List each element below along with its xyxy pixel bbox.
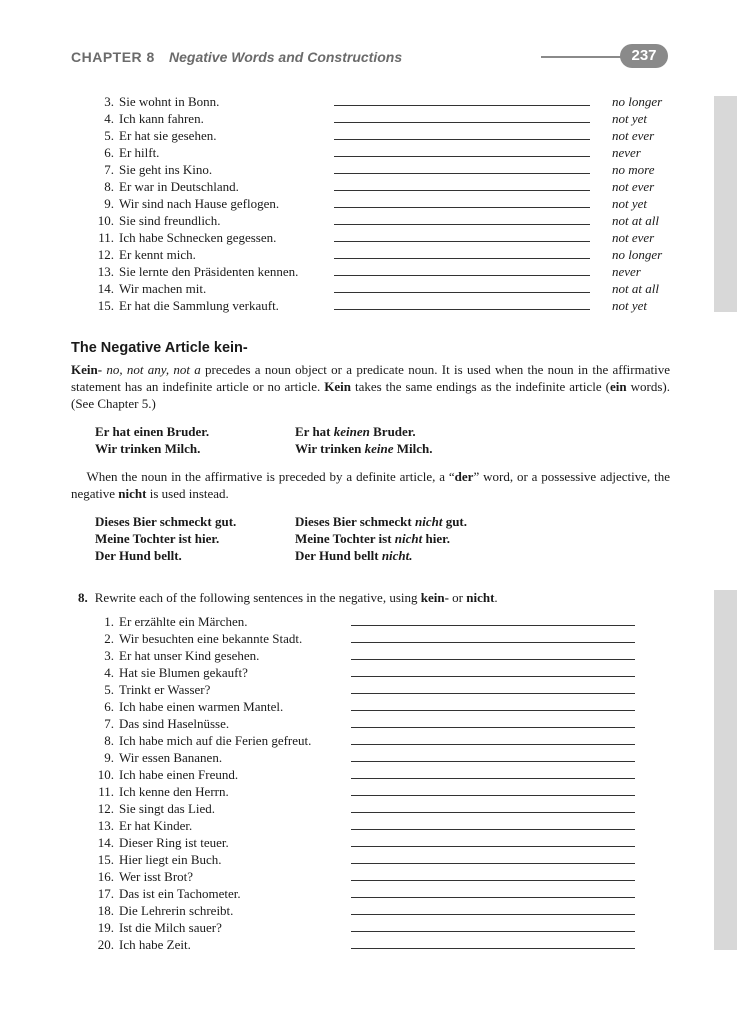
answer-blank[interactable]	[351, 642, 635, 643]
exercise-item	[92, 732, 652, 749]
item-sentence: Ich habe einen warmen Mantel.	[119, 699, 284, 714]
answer-blank[interactable]	[351, 829, 635, 830]
exercise-item	[92, 144, 682, 161]
negative-example	[295, 423, 416, 440]
item-number: 2.	[104, 631, 114, 646]
instr-end: .	[494, 590, 498, 605]
answer-blank[interactable]	[351, 846, 635, 847]
item-number: 11.	[98, 230, 114, 245]
item-cue: no longer	[612, 94, 663, 109]
negative-word: keinen	[333, 424, 370, 439]
item-cue: not at all	[612, 213, 659, 228]
item-sentence: Hat sie Blumen gekauft?	[119, 665, 248, 680]
exercise-item	[92, 783, 652, 800]
item-number: 5.	[104, 682, 114, 697]
affirmative-example: Wir trinken Milch.	[95, 441, 201, 456]
answer-blank[interactable]	[334, 139, 590, 140]
exercise-8-number: 8.	[78, 590, 88, 605]
negative-post: Bruder.	[369, 424, 416, 439]
item-cue: not yet	[612, 111, 648, 126]
item-number: 7.	[104, 162, 114, 177]
answer-blank[interactable]	[351, 812, 635, 813]
negative-word: nicht	[394, 531, 423, 546]
answer-blank[interactable]	[351, 761, 635, 762]
exercise-item	[92, 280, 682, 297]
answer-blank[interactable]	[334, 309, 590, 310]
nicht-text-3: is used instead.	[146, 486, 229, 501]
exercise-item	[92, 902, 652, 919]
item-number: 18.	[97, 903, 114, 918]
item-sentence: Sie singt das Lied.	[119, 801, 216, 816]
item-number: 16.	[97, 869, 114, 884]
exercise-item	[92, 212, 682, 229]
side-tab-top	[714, 96, 737, 312]
negative-pre: Der Hund bellt	[295, 548, 382, 563]
item-sentence: Wir essen Bananen.	[119, 750, 223, 765]
item-sentence: Hier liegt ein Buch.	[119, 852, 222, 867]
instr-or: or	[448, 590, 467, 605]
kein-term: Kein-	[71, 362, 103, 377]
item-cue: not at all	[612, 281, 659, 296]
item-number: 13.	[97, 818, 114, 833]
negative-example	[295, 547, 413, 564]
exercise-item	[92, 749, 652, 766]
item-sentence: Sie wohnt in Bonn.	[119, 94, 220, 109]
kein-gloss: no, not any, not a	[106, 362, 201, 377]
item-cue: no longer	[612, 247, 663, 262]
item-number: 12.	[97, 247, 114, 262]
item-sentence: Ist die Milch sauer?	[119, 920, 222, 935]
answer-blank[interactable]	[334, 105, 590, 106]
item-number: 5.	[104, 128, 114, 143]
item-sentence: Ich kenne den Herrn.	[119, 784, 229, 799]
item-sentence: Er hat die Sammlung verkauft.	[119, 298, 279, 313]
answer-blank[interactable]	[334, 207, 590, 208]
exercise-item	[92, 800, 652, 817]
chapter-title: Negative Words and Constructions	[169, 49, 403, 65]
negative-pre: Dieses Bier schmeckt	[295, 514, 415, 529]
exercise-item	[92, 698, 652, 715]
exercise-item	[92, 613, 652, 630]
item-sentence: Wer isst Brot?	[119, 869, 194, 884]
item-number: 15.	[97, 852, 114, 867]
item-number: 12.	[97, 801, 114, 816]
negative-post: Milch.	[393, 441, 433, 456]
affirmative-example: Dieses Bier schmeckt gut.	[95, 514, 237, 529]
answer-blank[interactable]	[334, 258, 590, 259]
item-sentence: Er hat Kinder.	[119, 818, 193, 833]
exercise-item	[92, 297, 682, 314]
item-sentence: Wir machen mit.	[119, 281, 207, 296]
answer-blank[interactable]	[351, 914, 635, 915]
answer-blank[interactable]	[334, 122, 590, 123]
negative-word: nicht	[414, 514, 443, 529]
exercise-item	[92, 868, 652, 885]
item-sentence: Wir sind nach Hause geflogen.	[119, 196, 280, 211]
item-sentence: Ich habe mich auf die Ferien gefreut.	[119, 733, 312, 748]
answer-blank[interactable]	[334, 190, 590, 191]
item-number: 14.	[97, 835, 114, 850]
item-sentence: Er hilft.	[119, 145, 160, 160]
answer-blank[interactable]	[351, 744, 635, 745]
answer-blank[interactable]	[351, 710, 635, 711]
item-number: 4.	[104, 111, 114, 126]
exercise-8-instructions	[78, 589, 498, 606]
nicht-text-1: When the noun in the affirmative is preceded by a definite article, a “	[86, 469, 455, 484]
affirmative-example: Der Hund bellt.	[95, 548, 182, 563]
item-sentence: Er hat unser Kind gesehen.	[119, 648, 260, 663]
exercise-item	[92, 110, 682, 127]
item-number: 9.	[104, 196, 114, 211]
item-sentence: Ich habe einen Freund.	[119, 767, 239, 782]
item-number: 15.	[97, 298, 114, 313]
negative-example	[295, 513, 467, 530]
exercise-item	[92, 715, 652, 732]
answer-blank[interactable]	[334, 241, 590, 242]
item-sentence: Er war in Deutschland.	[119, 179, 239, 194]
kein-text-2: takes the same endings as the indefinite article (	[350, 379, 611, 394]
item-sentence: Sie geht ins Kino.	[119, 162, 213, 177]
item-number: 13.	[97, 264, 114, 279]
section-heading: The Negative Article kein-	[71, 340, 248, 356]
exercise-item	[92, 647, 652, 664]
negative-pre: Er hat	[295, 424, 334, 439]
item-number: 6.	[104, 699, 114, 714]
exercise-item	[92, 766, 652, 783]
item-sentence: Ich habe Zeit.	[119, 937, 191, 952]
answer-blank[interactable]	[351, 897, 635, 898]
answer-blank[interactable]	[351, 795, 635, 796]
item-sentence: Das ist ein Tachometer.	[119, 886, 241, 901]
item-number: 11.	[98, 784, 114, 799]
exercise-item	[92, 263, 682, 280]
answer-blank[interactable]	[351, 727, 635, 728]
item-sentence: Sie sind freundlich.	[119, 213, 221, 228]
item-number: 8.	[104, 179, 114, 194]
item-cue: not ever	[612, 230, 655, 245]
exercise-item	[92, 664, 652, 681]
nicht-bold: nicht	[118, 486, 147, 501]
item-number: 6.	[104, 145, 114, 160]
exercise-item	[92, 851, 652, 868]
answer-blank[interactable]	[334, 173, 590, 174]
negative-pre: Wir trinken	[295, 441, 365, 456]
exercise-item	[92, 93, 682, 110]
item-sentence: Dieser Ring ist teuer.	[119, 835, 229, 850]
negative-example	[295, 530, 450, 547]
item-cue: never	[612, 145, 641, 160]
item-number: 1.	[104, 614, 114, 629]
kein-explanation	[71, 361, 670, 412]
exercise-item	[92, 246, 682, 263]
negative-pre: Meine Tochter ist	[295, 531, 395, 546]
der-bold: der	[454, 469, 474, 484]
answer-blank[interactable]	[351, 948, 635, 949]
side-tab-bottom	[714, 590, 737, 950]
instr-text: Rewrite each of the following sentences in the negative, using	[94, 590, 421, 605]
instr-nicht: nicht	[466, 590, 495, 605]
item-cue: no more	[612, 162, 655, 177]
exercise-item	[92, 919, 652, 936]
negative-example	[295, 440, 432, 457]
item-number: 14.	[97, 281, 114, 296]
exercise-item	[92, 834, 652, 851]
exercise-item	[92, 885, 652, 902]
item-sentence: Sie lernte den Präsidenten kennen.	[119, 264, 299, 279]
negative-post: gut.	[442, 514, 468, 529]
kein-bold: Kein	[324, 379, 351, 394]
negative-word: keine	[364, 441, 394, 456]
page-number-badge: 237	[620, 44, 668, 68]
item-sentence: Er erzählte ein Märchen.	[119, 614, 248, 629]
negative-word: nicht.	[381, 548, 413, 563]
item-sentence: Trinkt er Wasser?	[119, 682, 211, 697]
answer-blank[interactable]	[334, 275, 590, 276]
item-number: 20.	[97, 937, 114, 952]
item-number: 4.	[104, 665, 114, 680]
exercise-item	[92, 195, 682, 212]
exercise-item	[92, 229, 682, 246]
answer-blank[interactable]	[351, 676, 635, 677]
item-sentence: Das sind Haselnüsse.	[119, 716, 230, 731]
item-cue: never	[612, 264, 641, 279]
item-cue: not ever	[612, 128, 655, 143]
kein-text-3: words). (See Chapter 5.)	[71, 379, 670, 411]
exercise-item	[92, 127, 682, 144]
item-cue: not yet	[612, 298, 648, 313]
ein-bold: ein	[610, 379, 627, 394]
item-sentence: Die Lehrerin schreibt.	[119, 903, 234, 918]
affirmative-example: Meine Tochter ist hier.	[95, 531, 220, 546]
item-sentence: Er hat sie gesehen.	[119, 128, 217, 143]
nicht-text-2: ” word, or a possessive adjective, the negative	[71, 469, 670, 501]
item-number: 3.	[104, 94, 114, 109]
exercise-item	[92, 936, 652, 953]
item-sentence: Ich habe Schnecken gegessen.	[119, 230, 277, 245]
answer-blank[interactable]	[351, 693, 635, 694]
item-number: 10.	[97, 767, 114, 782]
answer-blank[interactable]	[334, 224, 590, 225]
item-sentence: Er kennt mich.	[119, 247, 196, 262]
item-sentence: Wir besuchten eine bekannte Stadt.	[119, 631, 303, 646]
answer-blank[interactable]	[351, 931, 635, 932]
kein-text-1: precedes a noun object or a predicate noun. It is used when the noun in the affirmative statement has an indefinite article or no article.	[71, 362, 670, 394]
affirmative-example: Er hat einen Bruder.	[95, 424, 210, 439]
exercise-item	[92, 178, 682, 195]
page-header	[71, 44, 671, 74]
exercise-item	[92, 630, 652, 647]
answer-blank[interactable]	[351, 625, 635, 626]
item-number: 19.	[97, 920, 114, 935]
exercise-8-list	[92, 613, 652, 953]
item-number: 9.	[104, 750, 114, 765]
answer-blank[interactable]	[334, 292, 590, 293]
item-number: 7.	[104, 716, 114, 731]
answer-blank[interactable]	[334, 156, 590, 157]
item-number: 10.	[97, 213, 114, 228]
exercise-item	[92, 681, 652, 698]
item-number: 8.	[104, 733, 114, 748]
instr-kein: kein-	[420, 590, 449, 605]
item-cue: not yet	[612, 196, 648, 211]
answer-blank[interactable]	[351, 778, 635, 779]
answer-blank[interactable]	[351, 863, 635, 864]
exercise-item	[92, 161, 682, 178]
item-sentence: Ich kann fahren.	[119, 111, 204, 126]
nicht-explanation	[71, 468, 670, 502]
item-cue: not ever	[612, 179, 655, 194]
answer-blank[interactable]	[351, 659, 635, 660]
chapter-label: CHAPTER 8	[71, 49, 155, 65]
answer-blank[interactable]	[351, 880, 635, 881]
negative-post: hier.	[422, 531, 450, 546]
exercise-item	[92, 817, 652, 834]
item-number: 17.	[97, 886, 114, 901]
item-number: 3.	[104, 648, 114, 663]
exercise-7-list	[92, 93, 682, 314]
